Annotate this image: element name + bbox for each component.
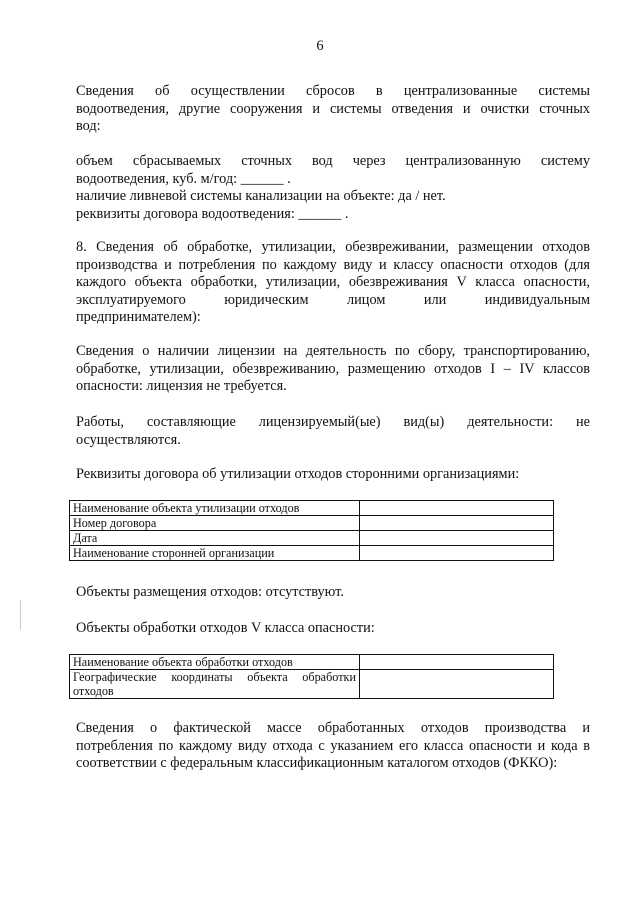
actual-mass-paragraph <box>76 720 590 773</box>
table-row <box>70 516 554 531</box>
text-line: водоотведения, другие сооружения и системы отведения и очистки сточных <box>76 100 590 117</box>
table-cell-value <box>360 655 554 670</box>
text-line: опасности: лицензия не требуется. <box>76 378 287 394</box>
text-line: каждого объекта обработки, утилизации, обезвреживания V класса опасности, <box>76 274 590 290</box>
contract-details-table <box>69 500 554 561</box>
table-row <box>70 655 554 670</box>
text-line: Объекты размещения отходов: отсутствуют. <box>76 584 344 600</box>
cell-text-line: Географические координаты объекта обработки <box>73 670 356 684</box>
text-line: объем сбрасываемых сточных вод через централизованную систему <box>76 153 590 169</box>
table-cell-value <box>360 531 554 546</box>
text-line: водоотведения, куб. м/год: ______ . <box>76 170 291 187</box>
text-line: Реквизиты договора об утилизации отходов сторонними организациями: <box>76 466 520 482</box>
table-cell-value <box>360 516 554 531</box>
scan-margin-mark <box>20 600 21 630</box>
text-line: потребления по каждому виду отхода с указанием его класса опасности и кода в <box>76 737 590 754</box>
text-line: соответствии с федеральным классификационным каталогом отходов (ФККО): <box>76 755 558 771</box>
text-line: осуществляются. <box>76 431 181 448</box>
text-line: производства и потребления по каждому виду и классу опасности отходов (для <box>76 256 590 273</box>
text-line: Сведения о наличии лицензии на деятельность по сбору, транспортированию, <box>76 343 590 359</box>
table-cell-label: Наименование объекта утилизации отходов <box>70 501 360 516</box>
table-row <box>70 670 554 699</box>
contract-details-heading <box>76 466 590 484</box>
page-number: 6 <box>316 38 324 54</box>
table-row <box>70 546 554 561</box>
table-cell-label: Дата <box>70 531 360 546</box>
text-line: эксплуатируемого юридическим лицом или индивидуальным <box>76 291 590 308</box>
table-cell-label: Номер договора <box>70 516 360 531</box>
text-line: вод: <box>76 118 101 134</box>
text-line: 8. Сведения об обработке, утилизации, обезвреживании, размещении отходов <box>76 239 590 255</box>
text-line: Объекты обработки отходов V класса опасности: <box>76 620 375 636</box>
text-line: предпринимателем): <box>76 309 201 325</box>
table-cell-value <box>360 501 554 516</box>
wastewater-contract-line: реквизиты договора водоотведения: ______ . <box>76 205 349 222</box>
table-row <box>70 531 554 546</box>
table-cell-label <box>70 670 360 699</box>
processing-objects-table <box>69 654 554 699</box>
section-8-heading <box>76 239 590 327</box>
cell-text-line: отходов <box>73 684 114 698</box>
text-line: Сведения об осуществлении сбросов в централизованные системы <box>76 83 590 99</box>
table-row <box>70 501 554 516</box>
works-paragraph <box>76 414 590 449</box>
license-paragraph <box>76 343 590 396</box>
table-cell-value <box>360 546 554 561</box>
table-cell-label: Наименование объекта обработки отходов <box>70 655 360 670</box>
storm-sewer-line: наличие ливневой системы канализации на объекте: да / нет. <box>76 188 446 204</box>
text-line: Сведения о фактической массе обработанных отходов производства и <box>76 720 590 736</box>
processing-heading <box>76 620 590 638</box>
placement-paragraph <box>76 584 590 602</box>
wastewater-volume <box>76 153 590 223</box>
wastewater-heading <box>76 83 590 136</box>
text-line: обработке, утилизации, обезвреживанию, размещению отходов I – IV классов <box>76 360 590 377</box>
table-cell-label: Наименование сторонней организации <box>70 546 360 561</box>
text-line: Работы, составляющие лицензируемый(ые) вид(ы) деятельности: не <box>76 414 590 430</box>
table-cell-value <box>360 670 554 699</box>
